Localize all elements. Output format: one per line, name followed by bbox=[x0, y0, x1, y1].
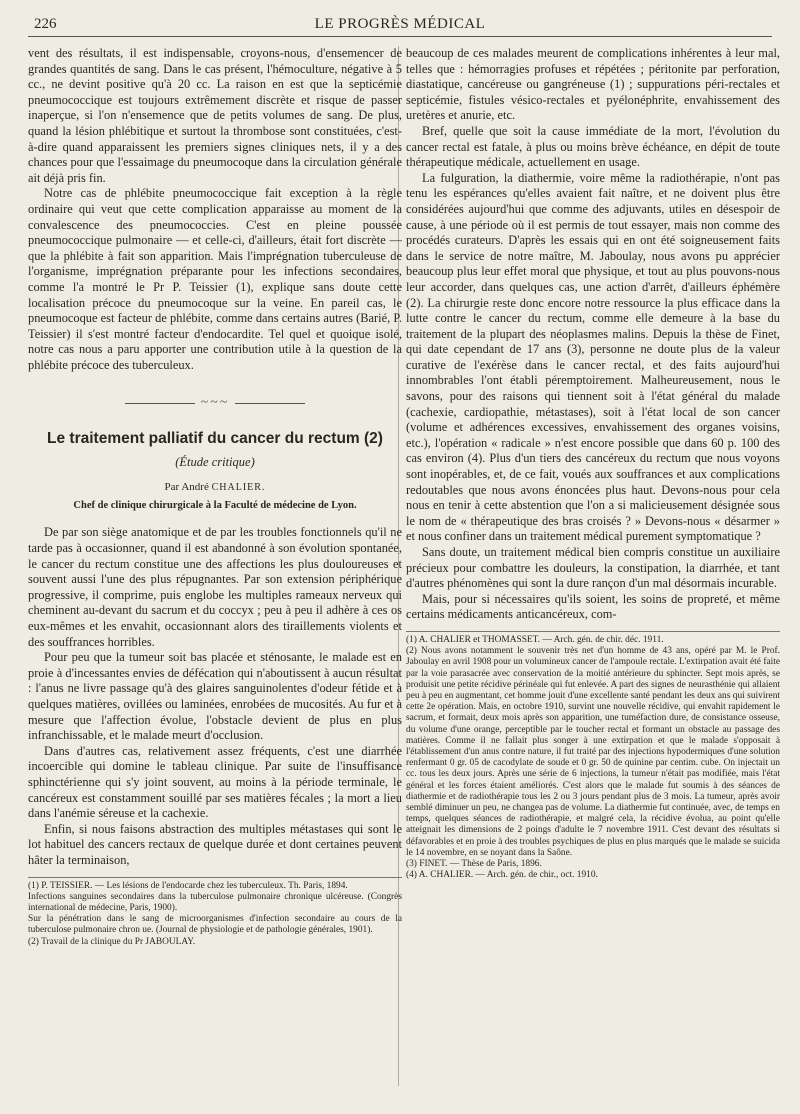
body-paragraph: Notre cas de phlébite pneumococcique fait exception à la règle ordinaire qui veut que cette complication apparaisse au moment de la convalescence des pneumococcies. C'est en pleine poussée pneumococcique pulmonaire — et celle-ci, d'ailleurs, était fort discrète — que la phlébite à fait son apparition. Mais l'imprégnation tuberculeuse de l'organisme, imprégnation préparante pour les infections secondaires, comme l'a montré le Pr P. Teissier (1), explique sans doute cette localisation précoce du pneumocoque sur la veine. En pareil cas, le pneumocoque est facteur de phlébite, comme dans certains autres (Barié, P. Teissier) il s'est montré facteur d'endocardite. Tel quel et quoique isolé, notre cas nous a paru apporter une contribution utile à la question de la phlébite précoce des tuberculeux. bbox=[28, 186, 402, 372]
author-affiliation: Chef de clinique chirurgicale à la Faculté de médecine de Lyon. bbox=[73, 499, 357, 511]
ornament-flourish: ~~~ bbox=[200, 395, 230, 411]
footnote: (1) A. CHALIER et THOMASSET. — Arch. gén. de chir. déc. 1911. bbox=[406, 634, 664, 645]
footnote: Sur la pénétration dans le sang de microorganismes d'infection secondaire au cours de la tuberculose pulmonaire chron ue. (Journal de physiologie et de pathologie générales, 1901). bbox=[28, 914, 402, 936]
body-paragraph: Bref, quelle que soit la cause immédiate de la mort, l'évolution du cancer rectal est fatale, à plus ou moins brève échéance, en dépit de toute thérapeutique médicale, actuellement en usage. bbox=[406, 123, 780, 170]
right-column bbox=[406, 46, 780, 881]
byline-prefix: Par André bbox=[164, 481, 209, 494]
body-paragraph: vent des résultats, il est indispensable, croyons-nous, d'ensemencer de grandes quantités de sang. Dans le cas présent, l'hémoculture, négative à 5 cc., ne devint positive qu'à 20 cc. La raison en est que la septicémie pneumococcique est toujours extrêmement discrète et risque de passer inaperçue, si l'on n'ensemence que de petits volumes de sang. De plus, quand la lésion phlébitique et surtout la thrombose sont constituées, c'est-à-dire quand apparaissent les premiers signes cliniques nets, il y a des chances pour que l'essaimage du pneumocoque dans la circulation générale ait déjà pris fin. bbox=[28, 46, 402, 185]
body-paragraph: Sans doute, un traitement médical bien compris constitue un auxiliaire précieux pour combattre les douleurs, la constipation, la diarrhée, et tant d'autres phénomènes qui sont la dure rançon d'un mal désormais incurable. bbox=[406, 545, 780, 591]
body-paragraph: La fulguration, la diathermie, voire même la radiothérapie, n'ont pas tenu les espérances qu'elles avaient fait naître, et ne doivent plus être considérées aujourd'hui que comme des adjuvants, utiles en désespoir de cause, à une période où il est permis de tout essayer, mais non comme des procédés curateurs. D'après les essais qui en ont été soigneusement faits dans le service de notre maître, M. Jaboulay, nous avons pu apprécier beaucoup plus leur effet moral que physique, et tout au plus pouvons-nous leur accorder, dans quelques cas, une action d'arrêt, d'ailleurs éphémère (2). La chirurgie reste donc encore notre ressource la plus efficace dans la lutte contre le cancer du rectum, comme elle demeure à la base du traitement de la plupart des néoplasmes malins. Depuis la thèse de Finet, qui date cependant de 17 ans (3), personne ne doute plus de la valeur curative de l'exérèse dans le cancer rectal, et des faits aujourd'hui innombrables l'ont établi péremptoirement. Malheureusement, nous le savons, pour des raisons qui tiennent soit à l'état général du malade (cachexie, cardiopathie, métastases), soit à l'état local de son cancer (volume et adhérences excessives, envahissement des organes voisins, etc.), l'opération « radicale » n'est encore possible que dans 60 p. 100 des cas environ (4). Plus d'un tiers des cancéreux du rectum que nous voyons sont inopérables, et, de ce fait, voués aux souffrances et aux complications redoutables que nous avons énoncées plus haut. Devons-nous pour cela nous en tenir à cette abstention que l'on a si malicieusement désignée sous le nom de « thérapeutique des bras croisés ? » Devons-nous « désarmer » et nous confiner dans un traitement médical purement symptomatique ? bbox=[406, 170, 780, 544]
footnote: (2) Nous avons notamment le souvenir très net d'un homme de 43 ans, opéré par M. le Prof. Jaboulay en avril 1908 pour un volumineux cancer de l'ampoule rectale. L'extirpation avait été faite par la voie parasacrée avec conservation de la moitié antérieure du sphincter. Sept mois après, se produisit une petite récidive périnéale qui fut enlevée. A part des signes de neurasthénie qui allaient peu à peu en augmentant, cet homme jouit d'une excellente santé pendant les deux ans qui suivirent cette 2e opération. Mais, en octobre 1910, survint une nouvelle récidive, qui envahit rapidement le sacrum, et formait, deux mois après son apparition, une tuméfaction dure, de consistance osseuse, du volume d'une orange, perceptible par le toucher rectal et formant un obstacle au passage des matières. Comme il ne fallait plus songer à une extirpation et que le malade s'opposait à l'établissement d'un anus contre nature, il fut traité par des injections hypodermiques d'une solution renfermant 0 gr. 05 de cacodylate de soude et 0 gr. 50 de quinine par centim. cube. On injectait un cc. tous les deux jours. Après une série de 6 injections, la tumeur n'était pas modifiée, mais l'état général et les forces étaient améliorés. C'est alors que le malade fut soumis à des séances de diathermie et de radiothérapie tous les 2 ou 3 jours pendant plus de 3 mois. La tumeur, après avoir semblé diminuer un peu, ne changea pas de volume. La diathermie fut continuée, avec, de temps en temps, quelques séances de radiothérapie, et malgré cela, la récidive évolua, au point qu'elle atteignait les dimensions de 2 poings d'adulte le 7 novembre 1911. C'est devant des résultats si défavorables et en proie à des troubles psychiques de plus en plus marqués que le malade se suicida le 14 novembre, en se noyant dans la Saône. bbox=[406, 646, 780, 858]
running-head bbox=[28, 14, 772, 37]
ornament-rule-left bbox=[125, 403, 195, 404]
author-name: CHALIER. bbox=[211, 482, 266, 494]
footnote: (1) P. TEISSIER. — Les lésions de l'endocarde chez les tuberculeux. Th. Paris, 1894. bbox=[28, 880, 348, 891]
body-paragraph: beaucoup de ces malades meurent de complications inhérentes à leur mal, telles que : hémorragies profuses et répétées ; péritonite par perforation, diastatique, cancéreuse ou gangréneuse (1) ; suppurations péri-rectales et septicémie, fistules vésico-rectales et pyélonéphrite, envahissement des uretères et anurie, etc. bbox=[406, 46, 780, 123]
footnote: Infections sanguines secondaires dans la tuberculose pulmonaire chronique ulcéreuse. (Congrès international de médecine, Paris, 1900). bbox=[28, 891, 402, 913]
byline bbox=[28, 480, 402, 496]
footnote: (3) FINET. — Thèse de Paris, 1896. bbox=[406, 859, 542, 870]
section-ornament bbox=[28, 395, 402, 411]
page-number: 226 bbox=[34, 16, 57, 32]
article-subtitle: (Étude critique) bbox=[175, 454, 255, 469]
left-column bbox=[28, 46, 402, 948]
footnotes-right bbox=[406, 631, 780, 881]
body-paragraph: Pour peu que la tumeur soit bas placée et sténosante, le malade est en proie à d'incessantes envies de défécation qui n'aboutissent à aucun résultat : l'anus ne livre passage qu'à des glaires sanguinolentes d'odeur fétide et à quelques matières, ovillées ou laminées, enrobées de mucosités. Au fur et à mesure que l'affection évolue, l'obstacle devient de plus en plus infranchissable, et le malade meurt d'occlusion. bbox=[28, 650, 402, 743]
body-paragraph: Dans d'autres cas, relativement assez fréquents, c'est une diarrhée incoercible qui domine le tableau clinique. Par suite de l'insuffisance sphinctérienne qui s'y joint souvent, au moins à la période terminale, le cancéreux est constamment souillé par ses matières fécales ; la mort a lieu dans l'anémie séreuse et la cachexie. bbox=[28, 743, 402, 821]
article-title: Le traitement palliatif du cancer du rectum (2) bbox=[47, 430, 383, 448]
body-paragraph: Enfin, si nous faisons abstraction des multiples métastases qui sont le lot habituel des cancers rectaux de quelque durée et dont certaines peuvent hâter la terminaison, bbox=[28, 821, 402, 867]
footnote: (4) A. CHALIER. — Arch. gén. de chir., oct. 1910. bbox=[406, 870, 598, 881]
journal-title: LE PROGRÈS MÉDICAL bbox=[314, 16, 486, 32]
body-paragraph: Mais, pour si nécessaires qu'ils soient, les soins de propreté, et même certains médicaments anticancéreux, com- bbox=[406, 591, 780, 622]
body-paragraph: De par son siège anatomique et de par les troubles fonctionnels qu'il ne tarde pas à occasionner, quand il est abandonné à son évolution spontanée, le cancer du rectum constitue une des affections les plus douloureuses et souvent aussi l'une des plus répugnantes. Par son extension périphérique progressive, il comprime, puis englobe les multiples rameaux nerveux qui cheminent au-devant du sacrum et du coccyx ; peu à peu il adhère à ces os eux-mêmes et les envahit, occasionnant alors des tiraillements violents et des souffrances horribles. bbox=[28, 525, 402, 649]
footnote: (2) Travail de la clinique du Pr JABOULAY. bbox=[28, 936, 196, 947]
footnotes-left bbox=[28, 877, 402, 948]
ornament-rule-right bbox=[235, 403, 305, 404]
